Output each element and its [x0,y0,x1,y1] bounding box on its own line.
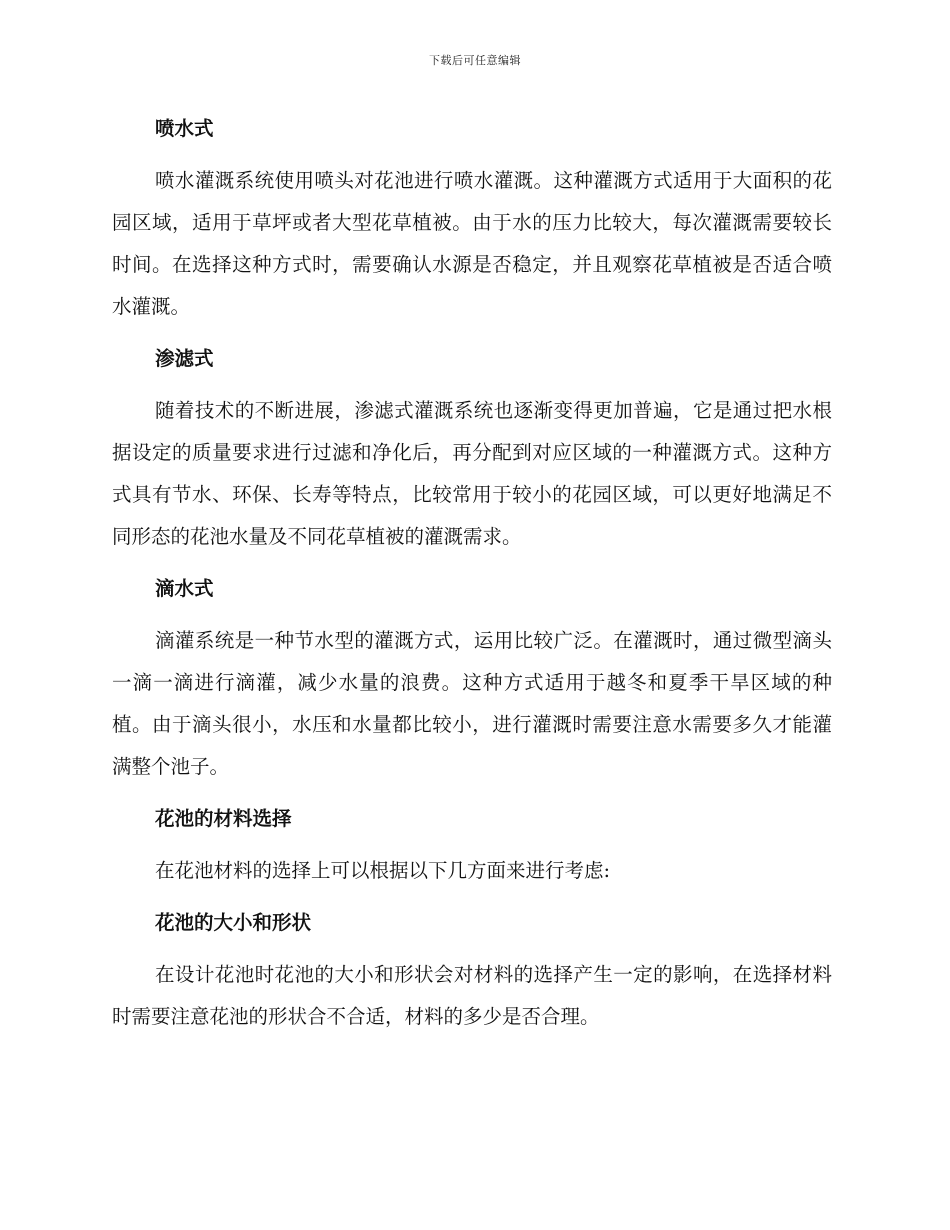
page-header: 下载后可任意编辑 [429,54,521,67]
section-heading: 花池的大小和形状 [155,911,312,934]
section-material-choice [112,798,832,892]
section-infiltration [112,338,832,558]
section-heading: 滴水式 [155,577,214,600]
section-size-shape [112,902,832,1038]
section-heading: 花池的材料选择 [155,807,292,830]
document-body [112,108,832,1038]
section-paragraph: 滴灌系统是一种节水型的灌溉方式，运用比较广泛。在灌溉时，通过微型滴头一滴一滴进行滴灌，减少水量的浪费。这种方式适用于越冬和夏季干旱区域的种植。由于滴头很小，水压和水量都比较小，进行灌溉时需要注意水需要多久才能灌满整个池子。 [112,629,832,778]
section-sprinkler [112,108,832,328]
section-paragraph: 喷水灌溉系统使用喷头对花池进行喷水灌溉。这种灌溉方式适用于大面积的花园区域，适用于草坪或者大型花草植被。由于水的压力比较大，每次灌溉需要较长时间。在选择这种方式时，需要确认水源是否稳定，并且观察花草植被是否适合喷水灌溉。 [112,169,832,318]
section-heading: 渗滤式 [155,347,214,370]
section-paragraph: 在设计花池时花池的大小和形状会对材料的选择产生一定的影响，在选择材料时需要注意花池的形状合不合适，材料的多少是否合理。 [112,963,832,1028]
section-paragraph: 在花池材料的选择上可以根据以下几方面来进行考虑: [155,859,611,882]
section-paragraph: 随着技术的不断进展，渗滤式灌溉系统也逐渐变得更加普遍，它是通过把水根据设定的质量要求进行过滤和净化后，再分配到对应区域的一种灌溉方式。这种方式具有节水、环保、长寿等特点，比较常用于较小的花园区域，可以更好地满足不同形态的花池水量及不同花草植被的灌溉需求。 [112,399,832,548]
section-drip [112,568,832,788]
section-heading: 喷水式 [155,117,214,140]
